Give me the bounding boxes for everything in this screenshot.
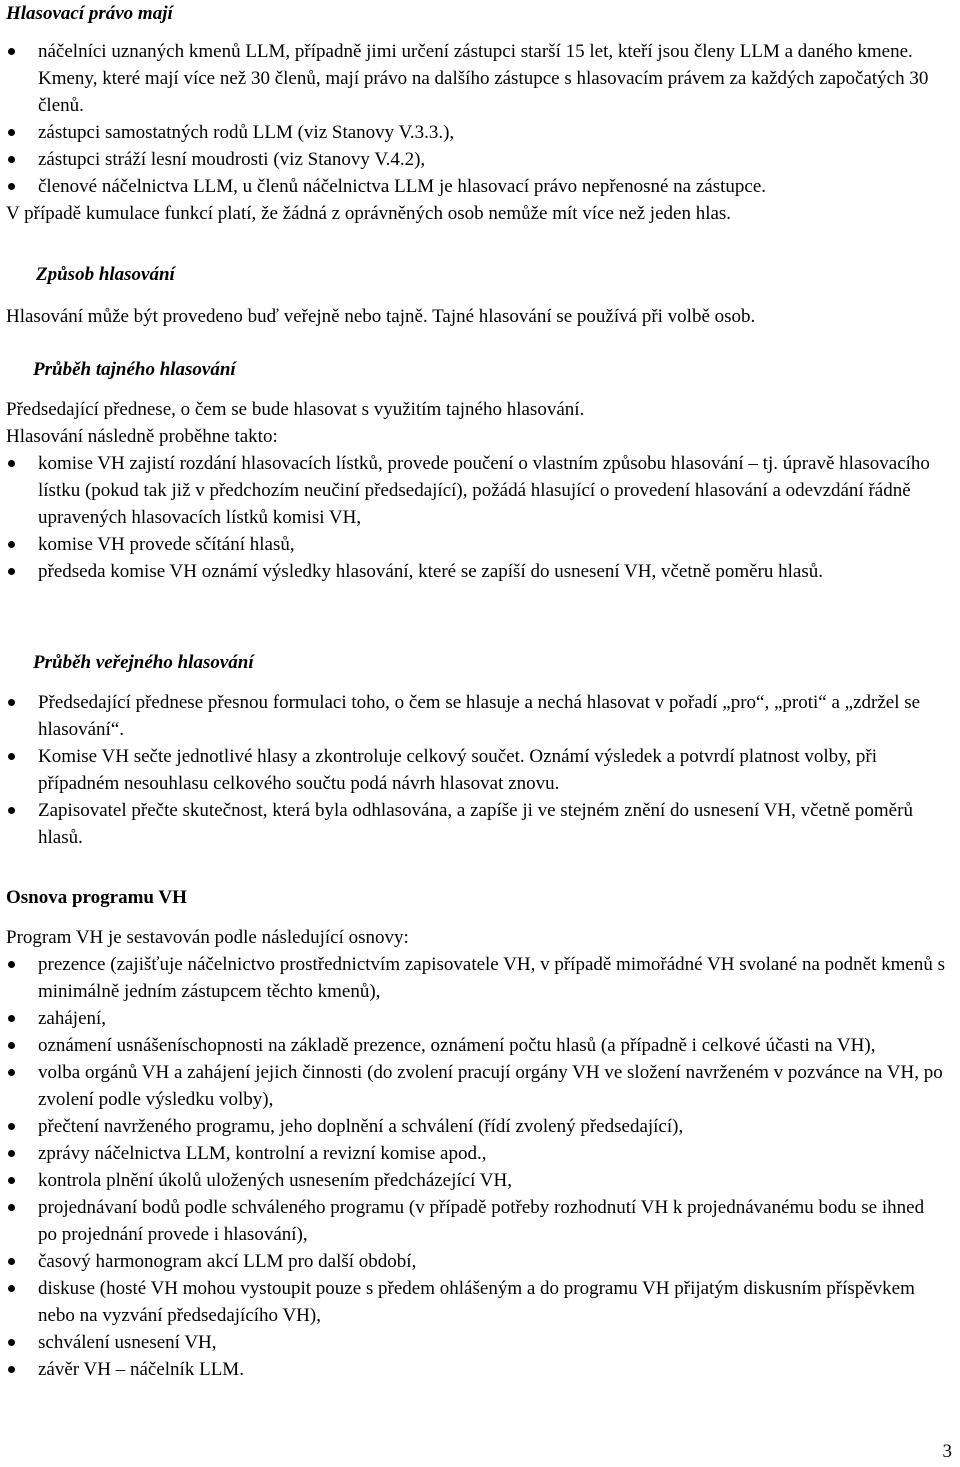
- paragraph: Program VH je sestavován podle následující osnovy:: [6, 927, 409, 948]
- section-heading: Způsob hlasování: [36, 264, 175, 285]
- list-item: oznámení usnášeníschopnosti na základě prezence, oznámení počtu hlasů (a případně i celkové účasti na VH),: [6, 1032, 946, 1059]
- section-secret-voting: [6, 396, 946, 585]
- list-item: Zapisovatel přečte skutečnost, která byla odhlasována, a zapíše ji ve stejném znění do usnesení VH, včetně poměrů hlasů.: [6, 797, 946, 851]
- list-item: komise VH provede sčítání hlasů,: [6, 531, 946, 558]
- section-program-outline: [6, 884, 946, 1383]
- list-item: zprávy náčelnictva LLM, kontrolní a revizní komise apod.,: [6, 1140, 946, 1167]
- list-item: závěr VH – náčelník LLM.: [6, 1356, 946, 1383]
- list-item: diskuse (hosté VH mohou vystoupit pouze s předem ohlášeným a do programu VH přijatým diskusním příspěvkem nebo na vyzvání předsedajícího VH),: [6, 1275, 946, 1329]
- list-item: zahájení,: [6, 1005, 946, 1032]
- section-heading: Hlasovací právo mají: [6, 3, 173, 24]
- list-item: projednávaní bodů podle schváleného programu (v případě potřeby rozhodnutí VH k projednávanému bodu se ihned po projednání provede i hlasování),: [6, 1194, 946, 1248]
- page-number: 3: [942, 1441, 952, 1462]
- bullet-list: [6, 38, 946, 200]
- list-item: členové náčelnictva LLM, u členů náčelnictva LLM je hlasovací právo nepřenosné na zástupce.: [6, 173, 946, 200]
- paragraph: Hlasování následně proběhne takto:: [6, 426, 278, 447]
- list-item: schválení usnesení VH,: [6, 1329, 946, 1356]
- list-item: náčelníci uznaných kmenů LLM, případně jimi určení zástupci starší 15 let, kteří jsou členy LLM a daného kmene. Kmeny, které mají více než 30 členů, mají právo na dalšího zástupce s hlasovacím právem za každých započatých 30 členů.: [6, 38, 946, 119]
- paragraph: V případě kumulace funkcí platí, že žádná z oprávněných osob nemůže mít více než jeden hlas.: [6, 203, 732, 224]
- list-item: volba orgánů VH a zahájení jejich činnosti (do zvolení pracují orgány VH ve složení navrženém v pozvánce na VH, po zvolení podle výsledku volby),: [6, 1059, 946, 1113]
- section-voting-method: [36, 261, 946, 288]
- bullet-list: [6, 450, 946, 585]
- list-item: časový harmonogram akcí LLM pro další období,: [6, 1248, 946, 1275]
- section-heading: Průběh veřejného hlasování: [33, 652, 254, 673]
- paragraph: Předsedající přednese, o čem se bude hlasovat s využitím tajného hlasování.: [6, 399, 585, 420]
- section-secret-voting-heading: [33, 356, 946, 383]
- list-item: zástupci samostatných rodů LLM (viz Stanovy V.3.3.),: [6, 119, 946, 146]
- paragraph: Hlasování může být provedeno buď veřejně nebo tajně. Tajné hlasování se používá při volbě osob.: [6, 306, 756, 327]
- section-voting-rights: [6, 0, 946, 227]
- bullet-list: [6, 689, 946, 851]
- section-public-voting: [6, 689, 946, 851]
- list-item: Předsedající přednese přesnou formulaci toho, o čem se hlasuje a nechá hlasovat v pořadí „pro“, „proti“ a „zdržel se hlasování“.: [6, 689, 946, 743]
- list-item: komise VH zajistí rozdání hlasovacích lístků, provede poučení o vlastním způsobu hlasování – tj. úpravě hlasovacího lístku (pokud tak již v předchozím neučiní předsedající), požádá hlasující o provedení hlasování a odevzdání řádně upravených hlasovacích lístků komisi VH,: [6, 450, 946, 531]
- list-item: přečtení navrženého programu, jeho doplnění a schválení (řídí zvolený předsedající),: [6, 1113, 946, 1140]
- list-item: Komise VH sečte jednotlivé hlasy a zkontroluje celkový součet. Oznámí výsledek a potvrdí platnost volby, při případném nesouhlasu celkového součtu podá návrh hlasovat znovu.: [6, 743, 946, 797]
- list-item: předseda komise VH oznámí výsledky hlasování, které se zapíší do usnesení VH, včetně poměru hlasů.: [6, 558, 946, 585]
- section-heading: Osnova programu VH: [6, 887, 187, 908]
- section-voting-method-body: [6, 303, 946, 330]
- list-item: prezence (zajišťuje náčelnictvo prostřednictvím zapisovatele VH, v případě mimořádné VH svolané na podnět kmenů s minimálně jedním zástupcem těchto kmenů),: [6, 951, 946, 1005]
- section-heading: Průběh tajného hlasování: [33, 359, 236, 380]
- bullet-list: [6, 951, 946, 1383]
- section-public-voting-heading: [33, 649, 946, 676]
- list-item: kontrola plnění úkolů uložených usnesením předcházející VH,: [6, 1167, 946, 1194]
- list-item: zástupci stráží lesní moudrosti (viz Stanovy V.4.2),: [6, 146, 946, 173]
